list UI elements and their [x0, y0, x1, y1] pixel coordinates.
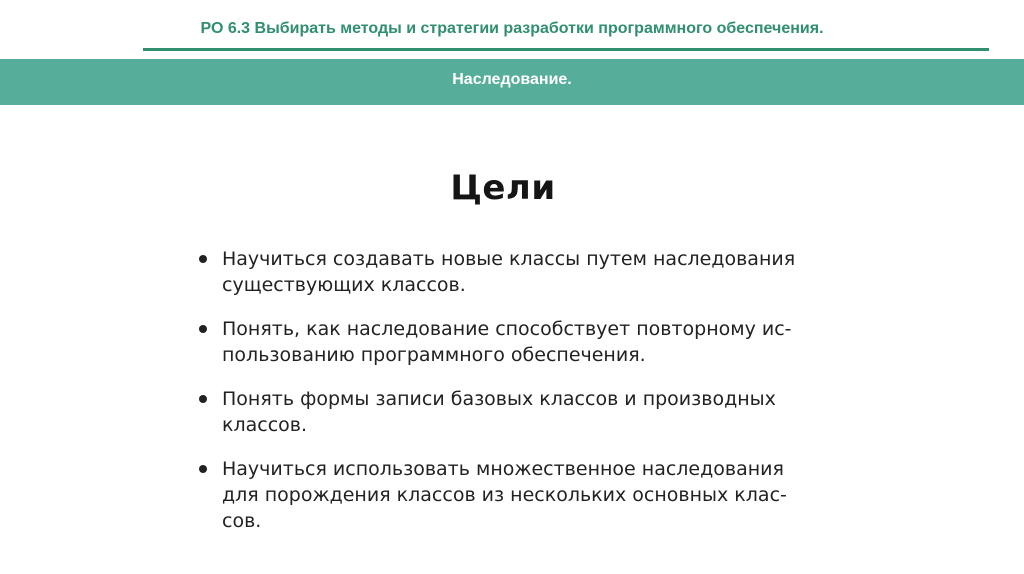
- bullet-icon: [199, 255, 207, 263]
- goal-item: [198, 316, 818, 368]
- goal-text-line: для порождения классов из нескольких основных клас-: [222, 484, 787, 506]
- goals-heading: Цели: [450, 168, 556, 208]
- bullet-icon: [199, 325, 207, 333]
- section-title: Наследование.: [452, 71, 572, 88]
- goal-text-line: Научиться создавать новые классы путем наследования: [222, 248, 796, 270]
- header-divider: [143, 48, 989, 51]
- section-banner: [0, 59, 1024, 105]
- goal-item: [198, 456, 818, 534]
- goal-item: [198, 246, 818, 298]
- bullet-icon: [199, 465, 207, 473]
- goal-text-line: существующих классов.: [222, 274, 466, 296]
- goal-text-line: Понять формы записи базовых классов и производных: [222, 388, 776, 410]
- goal-text-line: пользованию программного обеспечения.: [222, 344, 646, 366]
- goal-text-line: Научиться использовать множественное наследования: [222, 458, 784, 480]
- bullet-icon: [199, 395, 207, 403]
- slide-header-title: РО 6.3 Выбирать методы и стратегии разработки программного обеспечения.: [200, 20, 824, 37]
- goals-list: [198, 246, 818, 534]
- goal-text-line: Понять, как наследование способствует повторному ис-: [222, 318, 792, 340]
- goal-text-line: сов.: [222, 510, 262, 532]
- goal-text-line: классов.: [222, 414, 308, 436]
- goal-item: [198, 386, 818, 438]
